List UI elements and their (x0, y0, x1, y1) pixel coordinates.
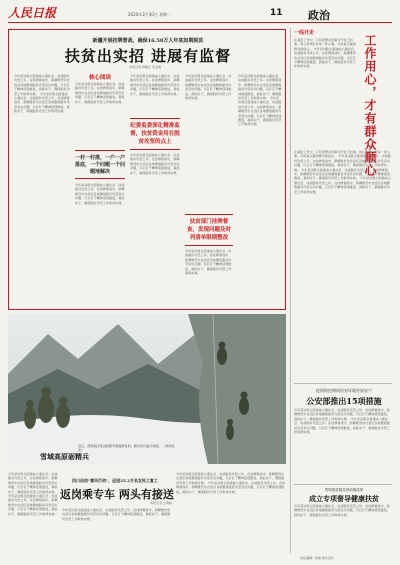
sidebar-intro-text: 在基层工作中，只有把群众的事当作自己的事，用心用情办好每一件小事，才能真正赢得群众的信任。 (294, 38, 356, 51)
bottom-headline: 返岗乘专车 两头有接送 (60, 488, 174, 501)
feature-body-7: 今年是决胜全面建成小康社会、决战脱贫攻坚之年。在挂牌督战中，新疆维吾尔自治区各地聚焦脱贫攻坚突出问题，以钉钉子精神逐项推进，真抓实干，确保脱贫攻坚工作取得实效。 (185, 249, 232, 276)
sidebar-title: 工作用心，才有群众顺心 (363, 34, 377, 177)
feature-headline: 扶贫出实招 进展有监督 (64, 47, 232, 65)
feature-kicker: 新疆开展挂牌督战，确保16.58万人年底如期脱贫 (92, 38, 204, 44)
feature-body-8b: 今年是决胜全面建成小康社会、决战脱贫攻坚之年。在挂牌督战中，新疆维吾尔自治区各地聚焦脱贫攻坚突出问题，以钉钉子精神逐项推进，真抓实干，确保脱贫攻坚工作取得实效。 (238, 96, 282, 127)
dateline: 2020年3月30日 星期一 (128, 12, 172, 17)
photo-caption (78, 444, 178, 462)
right-article-1-headline: 公安部推出15项措施 (306, 396, 382, 406)
sidebar-intro-text-b: 今年是决胜全面建成小康社会、决战脱贫攻坚之年。在挂牌督战中，新疆维吾尔自治区各地聚焦脱贫攻坚突出问题，以钉钉子精神逐项推进，真抓实干，确保脱贫攻坚工作取得实效。 (294, 46, 357, 69)
photo-credit: （新华社发） (78, 444, 175, 453)
feature-article (8, 29, 286, 310)
news-photo (8, 314, 286, 464)
feature-column-3 (130, 74, 180, 306)
feature-body-8: 今年是决胜全面建成小康社会、决战脱贫攻坚之年。在挂牌督战中，新疆维吾尔自治区各地聚焦脱贫攻坚突出问题，以钉钉子精神逐项推进，真抓实干，确保脱贫攻坚工作取得实效。 (238, 74, 282, 101)
bottom-body-left: 今年是决胜全面建成小康社会、决战脱贫攻坚之年。在挂牌督战中，新疆维吾尔自治区各地聚焦脱贫攻坚突出问题，以钉钉子精神逐项推进，真抓实干，确保脱贫攻坚工作取得实效。 (8, 472, 58, 494)
feature-column-5 (238, 74, 282, 306)
column-divider (290, 28, 291, 553)
photo-title: 雪域高原砺精兵 (40, 452, 89, 461)
right-divider-2 (294, 484, 392, 485)
feature-sub-supervision: 纪委监委深化精准监督，扶贫资金用在脱贫攻坚的点上 (130, 123, 180, 145)
feature-sub-core: 核心阅读 (88, 75, 111, 81)
page-footer: 责任编辑：彭俊 版式设计 (300, 556, 334, 560)
sidebar-section-label: 一线开走 (294, 30, 315, 36)
bottom-byline: 本报记者 王明峰 (150, 501, 172, 505)
feature-pullquote-1 (75, 150, 125, 179)
feature-byline: 本报记者 韩维正 李亚楠 (129, 65, 161, 69)
right-article-1-text: 今年是决胜全面建成小康社会、决战脱贫攻坚之年。在挂牌督战中，新疆维吾尔自治区各地聚焦脱贫攻坚突出问题，以钉钉子精神逐项推进，真抓实干，确保脱贫攻坚工作取得实效。 (294, 408, 390, 421)
bottom-body-right (176, 472, 286, 558)
feature-body-3: 今年是决胜全面建成小康社会、决战脱贫攻坚之年。在挂牌督战中，新疆维吾尔自治区各地聚焦脱贫攻坚突出问题，以钉钉子精神逐项推进，真抓实干，确保脱贫攻坚工作取得实效。 (75, 183, 125, 205)
newspaper-logo: 人民日报 (8, 6, 57, 20)
sidebar-body (294, 150, 392, 378)
right-article-2-headline: 成立专项督导健康扶贫 (309, 494, 379, 503)
photo-caption-text: 近日，西部战区某边防团开展高原驻训。图为官兵进行训练。 (78, 444, 162, 448)
right-article-1-text-b: 今年是决胜全面建成小康社会、决战脱贫攻坚之年。在挂牌督战中，新疆维吾尔自治区各地聚焦脱贫攻坚突出问题，以钉钉子精神逐项推进，真抓实干，确保脱贫攻坚工作取得实效。 (294, 416, 390, 435)
right-article-2-body: 今年是决胜全面建成小康社会、决战脱贫攻坚之年。在挂牌督战中，新疆维吾尔自治区各地聚焦脱贫攻坚突出问题，以钉钉子精神逐项推进，真抓实干，确保脱贫攻坚工作取得实效。 (294, 504, 390, 517)
feature-column-4 (185, 74, 233, 306)
page-number: 11 (270, 8, 283, 18)
right-article-1-body (294, 408, 392, 480)
bottom-column-left (8, 472, 58, 557)
bottom-body-mid: 今年是决胜全面建成小康社会、决战脱贫攻坚之年。在挂牌督战中，新疆维吾尔自治区各地聚焦脱贫攻坚突出问题，以钉钉子精神逐项推进，真抓实干，确保脱贫攻坚工作取得实效。 (62, 508, 171, 521)
feature-body-1: 今年是决胜全面建成小康社会、决战脱贫攻坚之年。在挂牌督战中，新疆维吾尔自治区各地聚焦脱贫攻坚突出问题，以钉钉子精神逐项推进，真抓实干，确保脱贫攻坚工作取得实效。 (14, 74, 70, 96)
feature-body-4: 今年是决胜全面建成小康社会、决战脱贫攻坚之年。在挂牌督战中，新疆维吾尔自治区各地聚焦脱贫攻坚突出问题，以钉钉子精神逐项推进，真抓实干，确保脱贫攻坚工作取得实效。 (130, 74, 180, 96)
sidebar-body-text-c: 今年是决胜全面建成小康社会、决战脱贫攻坚之年。在挂牌督战中，新疆维吾尔自治区各地聚焦脱贫攻坚突出问题，以钉钉子精神逐项推进，真抓实干，确保脱贫攻坚工作取得实效。 (294, 167, 390, 181)
feature-pullquote-2 (130, 118, 180, 150)
bottom-body-right-a: 今年是决胜全面建成小康社会、决战脱贫攻坚之年。在挂牌督战中，新疆维吾尔自治区各地聚焦脱贫攻坚突出问题，以钉钉子精神逐项推进，真抓实干，确保脱贫攻坚工作取得实效。 (176, 472, 285, 485)
bottom-body-left-b: 今年是决胜全面建成小康社会、决战脱贫攻坚之年。在挂牌督战中，新疆维吾尔自治区各地聚焦脱贫攻坚突出问题，以钉钉子精神逐项推进，真抓实干，确保脱贫攻坚工作取得实效。 (8, 494, 58, 516)
sidebar-body-text-d: 今年是决胜全面建成小康社会、决战脱贫攻坚之年。在挂牌督战中，新疆维吾尔自治区各地聚焦脱贫攻坚突出问题，以钉钉子精神逐项推进，真抓实干，确保脱贫攻坚工作取得实效。 (294, 176, 391, 194)
feature-pullquote-3 (185, 214, 233, 246)
feature-column-1 (14, 74, 70, 306)
bottom-kicker: 四川启动"春风行动"，运送35.2万名农民工复工 (72, 478, 158, 483)
feature-body-1b: 今年是决胜全面建成小康社会、决战脱贫攻坚之年。在挂牌督战中，新疆维吾尔自治区各地聚焦脱贫攻坚突出问题，以钉钉子精神逐项推进，真抓实干，确保脱贫攻坚工作取得实效。 (14, 91, 70, 114)
masthead (8, 4, 392, 23)
right-divider-1 (294, 383, 392, 384)
sidebar-intro (294, 38, 358, 148)
feature-body-2: 今年是决胜全面建成小康社会、决战脱贫攻坚之年。在挂牌督战中，新疆维吾尔自治区各地聚焦脱贫攻坚突出问题，以钉钉子精神逐项推进，真抓实干，确保脱贫攻坚工作取得实效。 (75, 82, 125, 104)
feature-sub-inspection: 扶贫部门挂牌督查，发现问题及时列清单限期整改 (186, 219, 231, 241)
section-title: 政治 (308, 9, 330, 22)
right-article-2-kicker: 贯彻推进服务供给侧改革 (324, 488, 364, 492)
sidebar-body-text: 在基层工作中，只有把群众的事当作自己的事，用心用情办好每一件小事，才能真正赢得群众的信任。 (294, 150, 390, 159)
sidebar-body-text-b: 今年是决胜全面建成小康社会、决战脱贫攻坚之年。在挂牌督战中，新疆维吾尔自治区各地聚焦脱贫攻坚突出问题，以钉钉子精神逐项推进，真抓实干，确保脱贫攻坚工作取得实效。 (294, 154, 391, 172)
snow-training-photo (8, 314, 286, 464)
feature-body-5: 今年是决胜全面建成小康社会、决战脱贫攻坚之年。在挂牌督战中，新疆维吾尔自治区各地聚焦脱贫攻坚突出问题，以钉钉子精神逐项推进，真抓实干，确保脱贫攻坚工作取得实效。 (130, 153, 180, 175)
feature-column-2 (75, 74, 125, 306)
feature-body-6: 今年是决胜全面建成小康社会、决战脱贫攻坚之年。在挂牌督战中，新疆维吾尔自治区各地聚焦脱贫攻坚突出问题，以钉钉子精神逐项推进，真抓实干，确保脱贫攻坚工作取得实效。 (185, 74, 232, 101)
right-article-1-kicker: 疫情防控期间治安环境更加安宁 (316, 388, 372, 393)
bottom-body-right-b: 今年是决胜全面建成小康社会、决战脱贫攻坚之年。在挂牌督战中，新疆维吾尔自治区各地聚焦脱贫攻坚突出问题，以钉钉子精神逐项推进，真抓实干，确保脱贫攻坚工作取得实效。 (176, 480, 286, 494)
feature-sub-village: 一村一村推，一户一户落底，一个问题一个问题地解决 (75, 155, 126, 175)
